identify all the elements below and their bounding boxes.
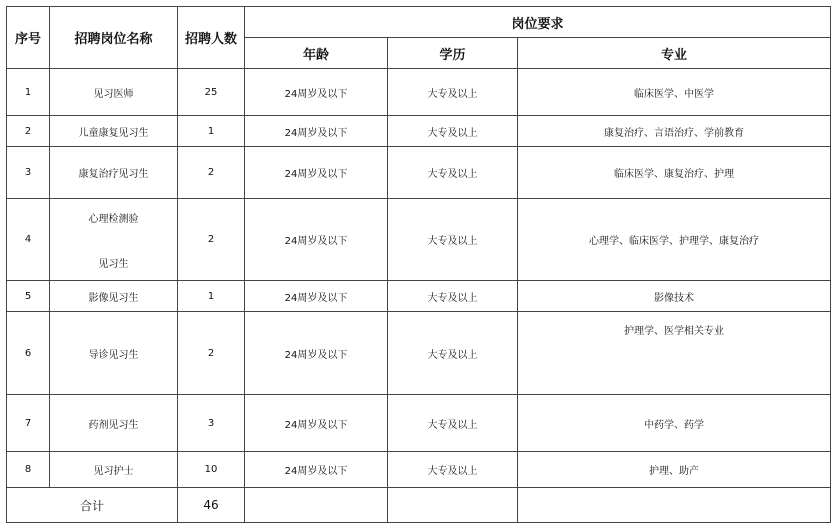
cell-no: 1 [7,69,50,116]
total-row [7,488,831,523]
table-row [7,395,831,452]
cell-position: 康复治疗见习生 [50,147,178,199]
cell-education: 大专及以上 [388,69,518,116]
cell-major: 护理、助产 [518,452,831,488]
cell-major: 临床医学、中医学 [518,69,831,116]
cell-age: 24周岁及以下 [245,281,388,312]
cell-count: 25 [178,69,245,116]
cell-position: 见习护士 [50,452,178,488]
cell-education: 大专及以上 [388,395,518,452]
cell-no: 7 [7,395,50,452]
cell-education: 大专及以上 [388,281,518,312]
cell-count: 3 [178,395,245,452]
table-row [7,452,831,488]
cell-education: 大专及以上 [388,312,518,395]
cell-major: 康复治疗、言语治疗、学前教育 [518,116,831,147]
header-count: 招聘人数 [178,7,245,69]
cell-count: 2 [178,147,245,199]
header-no: 序号 [7,7,50,69]
total-empty-education [388,488,518,523]
header-age: 年龄 [245,38,388,69]
cell-major: 中药学、药学 [518,395,831,452]
cell-no: 3 [7,147,50,199]
cell-count: 1 [178,281,245,312]
cell-major: 心理学、临床医学、护理学、康复治疗 [518,199,831,281]
cell-age: 24周岁及以下 [245,69,388,116]
cell-count: 2 [178,312,245,395]
table-row [7,199,831,281]
header-major: 专业 [518,38,831,69]
table-row [7,281,831,312]
table-row [7,116,831,147]
cell-major: 影像技术 [518,281,831,312]
cell-education: 大专及以上 [388,147,518,199]
header-requirements: 岗位要求 [245,7,831,38]
total-label: 合计 [7,488,178,523]
cell-position-line1: 心理检测验 [88,213,139,225]
table-row [7,312,831,395]
cell-age: 24周岁及以下 [245,199,388,281]
cell-position: 儿童康复见习生 [50,116,178,147]
total-count: 46 [178,488,245,523]
table-row [7,69,831,116]
cell-education: 大专及以上 [388,199,518,281]
cell-count: 2 [178,199,245,281]
cell-age: 24周岁及以下 [245,452,388,488]
cell-major: 护理学、医学相关专业 [518,312,831,395]
cell-no: 4 [7,199,50,281]
cell-age: 24周岁及以下 [245,312,388,395]
cell-no: 2 [7,116,50,147]
cell-position [50,199,178,281]
total-empty-major [518,488,831,523]
cell-age: 24周岁及以下 [245,147,388,199]
cell-no: 5 [7,281,50,312]
cell-major: 临床医学、康复治疗、护理 [518,147,831,199]
cell-no: 6 [7,312,50,395]
cell-age: 24周岁及以下 [245,395,388,452]
cell-education: 大专及以上 [388,116,518,147]
table-row [7,147,831,199]
cell-count: 10 [178,452,245,488]
total-empty-age [245,488,388,523]
cell-position: 导诊见习生 [50,312,178,395]
cell-position: 见习医师 [50,69,178,116]
cell-age: 24周岁及以下 [245,116,388,147]
cell-count: 1 [178,116,245,147]
header-position: 招聘岗位名称 [50,7,178,69]
cell-position-line2: 见习生 [98,258,129,270]
cell-position: 影像见习生 [50,281,178,312]
recruitment-table [6,6,831,523]
cell-education: 大专及以上 [388,452,518,488]
cell-no: 8 [7,452,50,488]
cell-position: 药剂见习生 [50,395,178,452]
header-education: 学历 [388,38,518,69]
